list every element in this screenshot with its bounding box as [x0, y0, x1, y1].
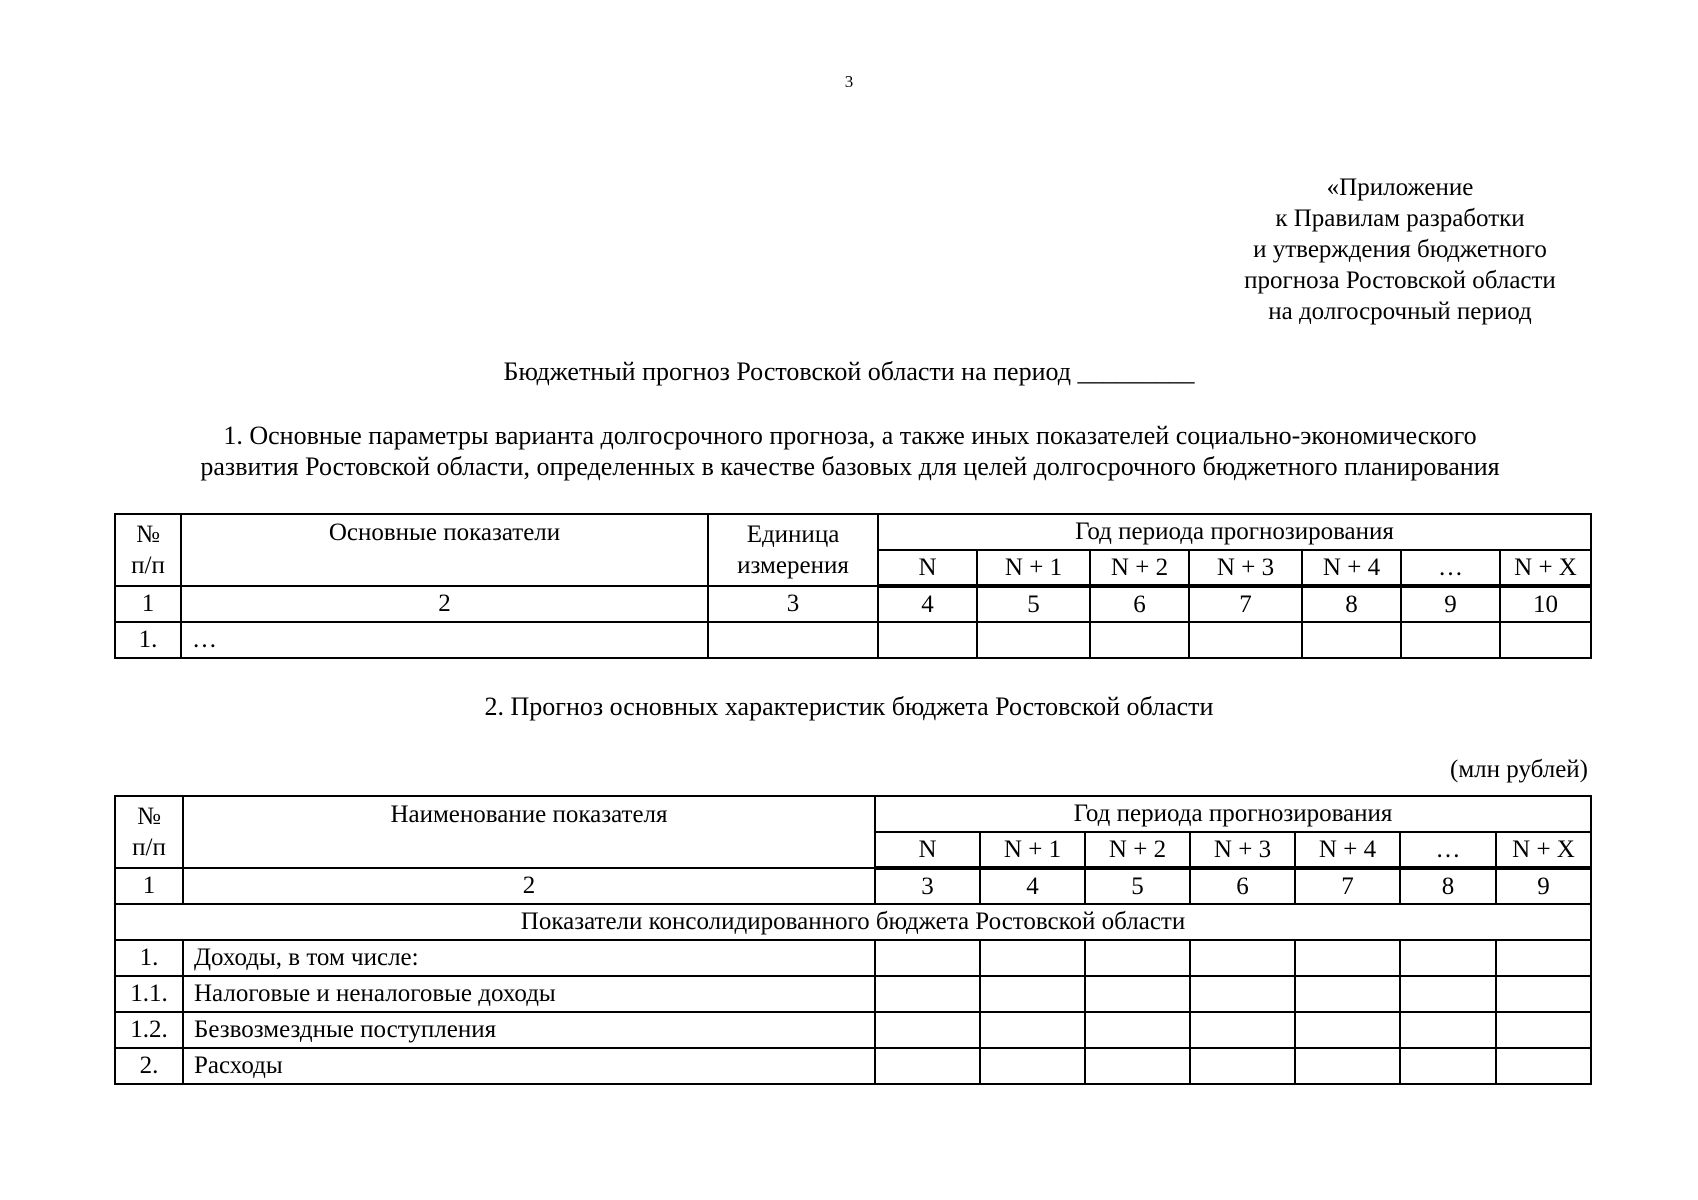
row-name: …: [181, 622, 708, 658]
row-num: 1.: [115, 940, 183, 976]
column-number: 1: [115, 868, 183, 904]
header-year: N: [878, 550, 977, 586]
header-num: [115, 514, 181, 586]
empty-cell: [1190, 976, 1295, 1012]
section2-title: 2. Прогноз основных характеристик бюджета Ростовской области: [484, 692, 1214, 721]
empty-cell: [1085, 940, 1190, 976]
empty-cell: [1400, 976, 1496, 1012]
appendix-line: и утверждения бюджетного: [1253, 236, 1547, 263]
empty-cell: [1400, 940, 1496, 976]
header-year: N + X: [1496, 832, 1591, 868]
header-year: N + 3: [1190, 832, 1295, 868]
empty-cell: [875, 1012, 980, 1048]
column-number: 1: [115, 586, 181, 622]
header-period: Год периода прогнозирования: [878, 514, 1591, 550]
row-name: Доходы, в том числе:: [183, 940, 875, 976]
header-num: [115, 796, 183, 868]
empty-cell: [1400, 1048, 1496, 1084]
empty-cell: [980, 1048, 1085, 1084]
table-row: [115, 940, 1591, 976]
section1-title-line: развития Ростовской области, определенных в качестве базовых для целей долгосрочного бюджетного планирования: [200, 452, 1500, 481]
header-year: N + 3: [1189, 550, 1302, 586]
empty-cell: [875, 976, 980, 1012]
row-num: 1.1.: [115, 976, 183, 1012]
budget-characteristics-table: [114, 795, 1592, 1085]
page-number: 3: [844, 72, 854, 91]
row-num: 2.: [115, 1048, 183, 1084]
empty-cell: [1496, 1012, 1591, 1048]
appendix-line: прогноза Ростовской области: [1244, 267, 1556, 294]
table-row: [115, 1048, 1591, 1084]
column-number: 5: [1085, 868, 1190, 904]
column-number: 3: [875, 868, 980, 904]
table-row: [115, 1012, 1591, 1048]
empty-cell: [1085, 1048, 1190, 1084]
appendix-line: на долгосрочный период: [1268, 298, 1532, 325]
column-number: 4: [878, 586, 977, 622]
row-num: 1.2.: [115, 1012, 183, 1048]
empty-cell: [875, 940, 980, 976]
column-number: 2: [183, 868, 875, 904]
header-year: N + 1: [980, 832, 1085, 868]
empty-cell: [1496, 1048, 1591, 1084]
empty-cell: [980, 940, 1085, 976]
column-number: 4: [980, 868, 1085, 904]
column-number: 2: [181, 586, 708, 622]
row-name: Расходы: [183, 1048, 875, 1084]
empty-cell: [1090, 622, 1189, 658]
empty-cell: [1295, 1012, 1400, 1048]
header-year: …: [1401, 550, 1500, 586]
column-number: 6: [1090, 586, 1189, 622]
section1-title-line: 1. Основные параметры варианта долгосрочного прогноза, а также иных показателей социально-экономического: [223, 421, 1477, 450]
empty-cell: [977, 622, 1090, 658]
document-title: Бюджетный прогноз Ростовской области на период _________: [503, 357, 1195, 386]
header-year: N + 2: [1085, 832, 1190, 868]
unit-note: (млн рублей): [1450, 756, 1588, 783]
header-year: …: [1400, 832, 1496, 868]
empty-cell: [1401, 622, 1500, 658]
column-number: 9: [1401, 586, 1500, 622]
empty-cell: [1085, 1012, 1190, 1048]
empty-cell: [1500, 622, 1591, 658]
empty-cell: [1190, 1048, 1295, 1084]
empty-cell: [1085, 976, 1190, 1012]
column-number: 6: [1190, 868, 1295, 904]
header-name: Наименование показателя: [183, 796, 875, 868]
empty-cell: [708, 622, 878, 658]
header-unit: [708, 514, 878, 586]
appendix-line: к Правилам разработки: [1275, 205, 1525, 232]
table-row: [115, 976, 1591, 1012]
header-year: N + 4: [1295, 832, 1400, 868]
header-num-text: № п/п: [132, 803, 166, 861]
column-number: 7: [1295, 868, 1400, 904]
empty-cell: [980, 1012, 1085, 1048]
column-number: 7: [1189, 586, 1302, 622]
empty-cell: [980, 976, 1085, 1012]
empty-cell: [875, 1048, 980, 1084]
header-year: N + 4: [1302, 550, 1401, 586]
empty-cell: [1190, 1012, 1295, 1048]
section1-title: [100, 420, 1600, 482]
header-unit-text: Единица измерения: [737, 521, 849, 579]
empty-cell: [1295, 940, 1400, 976]
header-indicators: Основные показатели: [181, 514, 708, 586]
empty-cell: [1400, 1012, 1496, 1048]
column-number: 8: [1302, 586, 1401, 622]
header-year: N + X: [1500, 550, 1591, 586]
empty-cell: [1302, 622, 1401, 658]
column-number: 5: [977, 586, 1090, 622]
header-year: N + 1: [977, 550, 1090, 586]
header-num-text: № п/п: [131, 521, 165, 579]
empty-cell: [1295, 1048, 1400, 1084]
row-num: 1.: [115, 622, 181, 658]
basic-parameters-table: [114, 513, 1592, 659]
header-year: N + 2: [1090, 550, 1189, 586]
column-number: 8: [1400, 868, 1496, 904]
appendix-note: [1200, 172, 1600, 327]
column-number: 10: [1500, 586, 1591, 622]
header-period: Год периода прогнозирования: [875, 796, 1591, 832]
column-number: 3: [708, 586, 878, 622]
empty-cell: [878, 622, 977, 658]
empty-cell: [1190, 940, 1295, 976]
row-name: Безвозмездные поступления: [183, 1012, 875, 1048]
table-row: [115, 622, 1591, 658]
empty-cell: [1496, 976, 1591, 1012]
empty-cell: [1295, 976, 1400, 1012]
section-row: Показатели консолидированного бюджета Ростовской области: [115, 904, 1591, 940]
column-number: 9: [1496, 868, 1591, 904]
appendix-line: «Приложение: [1326, 174, 1474, 201]
header-year: N: [875, 832, 980, 868]
empty-cell: [1189, 622, 1302, 658]
row-name: Налоговые и неналоговые доходы: [183, 976, 875, 1012]
empty-cell: [1496, 940, 1591, 976]
